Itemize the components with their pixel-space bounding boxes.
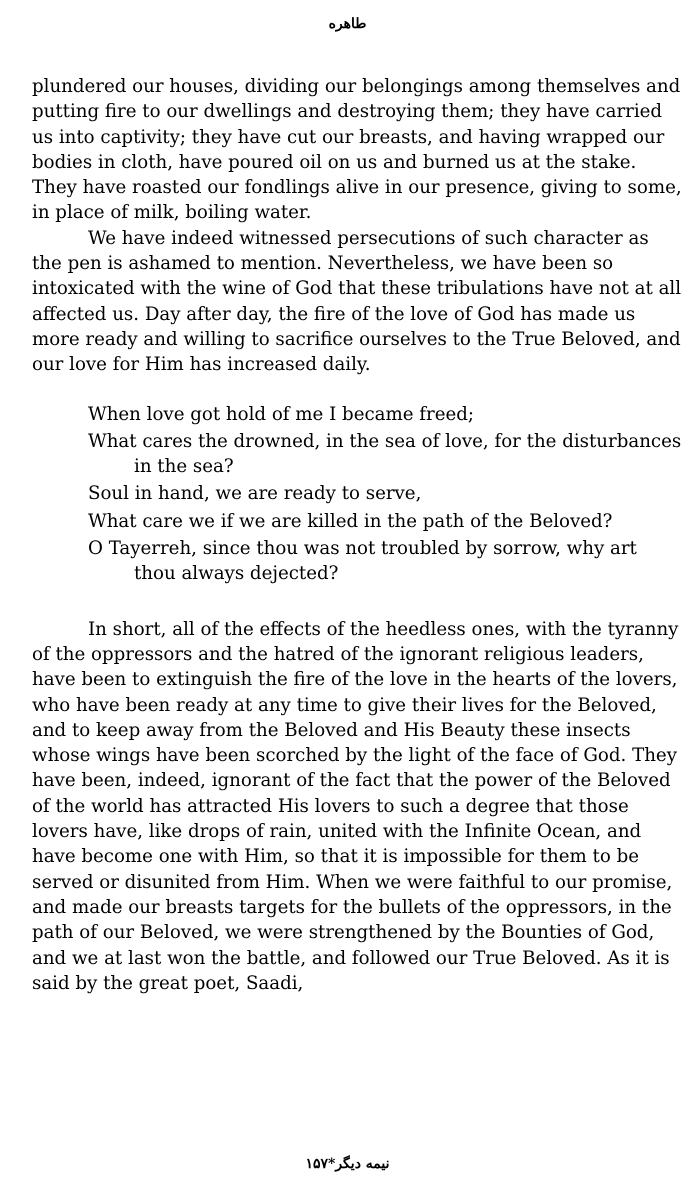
running-header: طاهره	[328, 16, 367, 32]
page-body	[32, 74, 682, 996]
poem-line-2: What cares the drowned, in the sea of love, for the disturbances in the sea?	[88, 430, 682, 478]
poem-block	[88, 402, 682, 587]
page-footer: نیمه دیگر*۱۵۷	[305, 1156, 390, 1172]
poem-line-3: Soul in hand, we are ready to serve,	[88, 483, 422, 505]
poem-line-5: O Tayerreh, since thou was not troubled by sorrow, why art thou always dejected?	[88, 538, 637, 585]
poem-line-4: What care we if we are killed in the path of the Beloved?	[88, 510, 613, 532]
paragraph-2: We have indeed witnessed persecutions of such character as the pen is ashamed to mention. Nevertheless, we have been so intoxicated with the wine of God that these tribulations have not at all affected us. Day after day, the fire of the love of God has made us more ready and willing to sacrifice ourselves to the True Beloved, and our love for Him has increased daily.	[32, 227, 682, 376]
spacer	[32, 589, 682, 617]
paragraph-1: plundered our houses, dividing our belongings among themselves and putting fire to our dwellings and destroying them; they have carried us into captivity; they have cut our breasts, and having wrapped our bodies in cloth, have poured oil on us and burned us at the stake. They have roasted our fondlings alive in our presence, giving to some, in place of milk, boiling water.	[32, 76, 682, 224]
poem-line-1: When love got hold of me I became freed;	[88, 403, 475, 425]
paragraph-3: In short, all of the effects of the heedless ones, with the tyranny of the oppressors and the hatred of the ignorant religious leaders, have been to extinguish the fire of the love in the hearts of the lovers, who have been ready at any time to give their lives for the Beloved, and to keep away from the Beloved and His Beauty these insects whose wings have been scorched by the light of the face of God. They have been, indeed, ignorant of the fact that the power of the Beloved of the world has attracted His lovers to such a degree that those lovers have, like drops of rain, united with the Infinite Ocean, and have become one with Him, so that it is impossible for them to be served or disunited from Him. When we were faithful to our promise, and made our breasts targets for the bullets of the oppressors, in the path of our Beloved, we were strengthened by the Bounties of God, and we at last won the battle, and followed our True Beloved. As it is said by the great poet, Saadi,	[32, 618, 679, 994]
